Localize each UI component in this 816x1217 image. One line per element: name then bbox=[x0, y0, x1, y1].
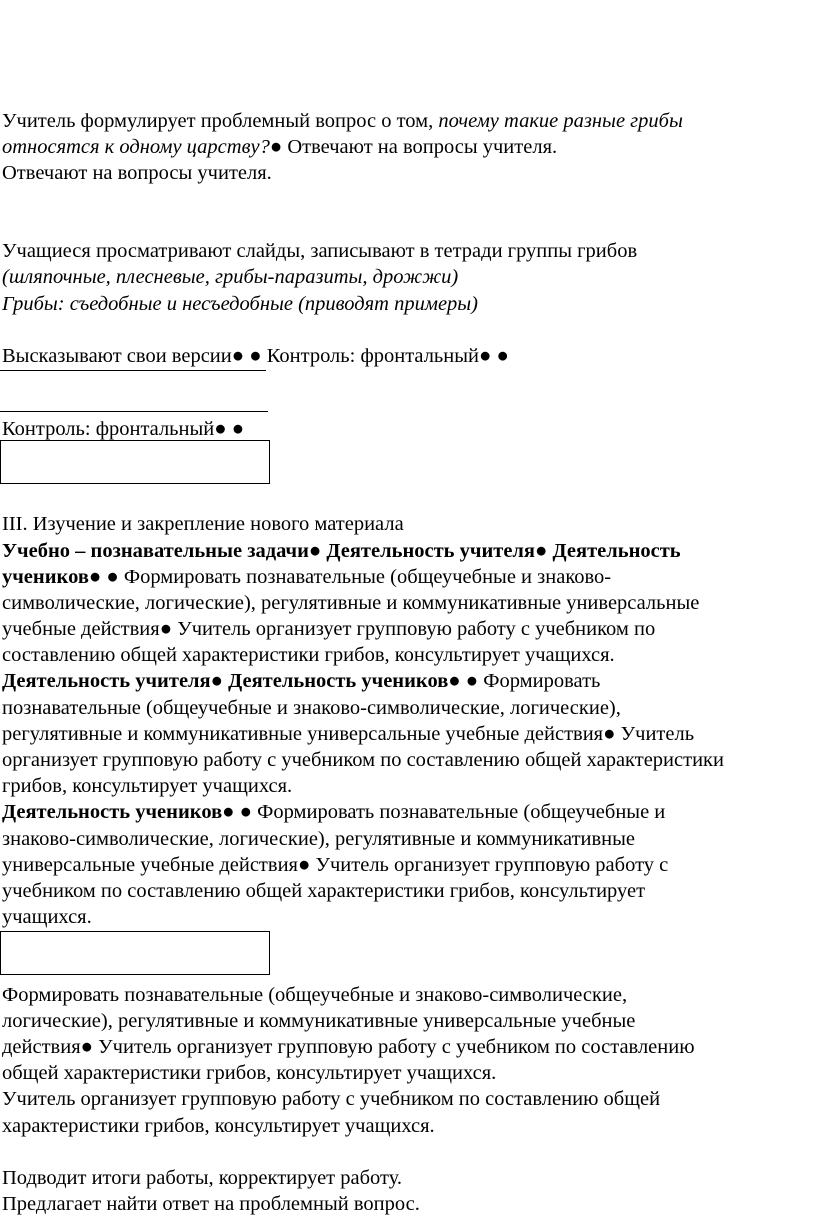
text-line: учебником по составлению общей характеристики грибов, консультирует bbox=[2, 880, 646, 902]
text-line: Отвечают на вопросы учителя. bbox=[2, 162, 272, 184]
text-run: Формировать bbox=[478, 670, 601, 692]
italic-run: относятся к одному царству? bbox=[2, 136, 270, 158]
text-line: логические), регулятивные и коммуникативные универсальные учебные bbox=[2, 1010, 636, 1032]
text-line bbox=[2, 668, 600, 694]
section-title: III. Изучение и закрепление нового материала bbox=[2, 513, 404, 535]
text-line: характеристики грибов, консультирует учащихся. bbox=[2, 1115, 435, 1137]
divider bbox=[0, 370, 266, 371]
text-run: Формировать познавательные (общеучебные и bbox=[252, 801, 666, 823]
text-line: действия● Учитель организует групповую работу с учебником по составлению bbox=[2, 1036, 695, 1058]
text-line: общей характеристики грибов, консультирует учащихся. bbox=[2, 1062, 497, 1084]
text-line: Предлагает найти ответ на проблемный вопрос. bbox=[2, 1193, 420, 1215]
italic-run: почему такие разные грибы bbox=[438, 110, 683, 132]
text-line bbox=[2, 108, 683, 134]
bold-run: учеников● ● bbox=[2, 566, 119, 588]
text-run: ● Отвечают на вопросы учителя. bbox=[269, 136, 558, 158]
text-line: составлению общей характеристики грибов, консультирует учащихся. bbox=[2, 644, 615, 666]
divider bbox=[0, 411, 268, 412]
text-line: (шляпочные, плесневые, грибы-паразиты, дрожжи) bbox=[2, 266, 459, 288]
text-line: Подводит итоги работы, корректирует работу. bbox=[2, 1167, 403, 1189]
text-line: Учебно – познавательные задачи● Деятельность учителя● Деятельность bbox=[2, 540, 681, 562]
text-line: Учащиеся просматривают слайды, записывают в тетради группы грибов bbox=[2, 240, 638, 262]
text-line: Учитель организует групповую работу с учебником по составлению общей bbox=[2, 1088, 661, 1110]
text-line: организует групповую работу с учебником по составлению общей характеристики bbox=[2, 749, 724, 771]
empty-cell-box bbox=[0, 931, 270, 975]
text-run: Учитель формулирует проблемный вопрос о том, bbox=[2, 110, 439, 132]
text-run: Формировать познавательные (общеучебные и знаково- bbox=[118, 566, 612, 588]
text-line: грибов, консультирует учащихся. bbox=[2, 775, 293, 797]
bold-run: Деятельность учителя● Деятельность учеников● ● bbox=[2, 670, 479, 692]
bold-run: Деятельность учеников● ● bbox=[2, 801, 253, 823]
text-line: символические, логические), регулятивные и коммуникативные универсальные bbox=[2, 592, 700, 614]
text-line: учащихся. bbox=[2, 906, 92, 928]
text-line: Формировать познавательные (общеучебные и знаково-символические, bbox=[2, 984, 628, 1006]
text-line: Грибы: съедобные и несъедобные (приводят примеры) bbox=[2, 293, 479, 315]
text-line bbox=[2, 799, 665, 825]
text-line: регулятивные и коммуникативные универсальные учебные действия● Учитель bbox=[2, 723, 695, 745]
text-line: познавательные (общеучебные и знаково-символические, логические), bbox=[2, 697, 621, 719]
text-line: Контроль: фронтальный● ● bbox=[2, 418, 245, 440]
empty-cell-box bbox=[0, 440, 270, 484]
text-line bbox=[2, 564, 611, 590]
text-line: Высказывают свои версии● ● Контроль: фронтальный● ● bbox=[2, 345, 509, 367]
text-line: универсальные учебные действия● Учитель организует групповую работу с bbox=[2, 854, 669, 876]
text-line: учебные действия● Учитель организует групповую работу с учебником по bbox=[2, 618, 656, 640]
text-line bbox=[2, 134, 557, 160]
text-line: знаково-символические, логические), регулятивные и коммуникативные bbox=[2, 828, 636, 850]
